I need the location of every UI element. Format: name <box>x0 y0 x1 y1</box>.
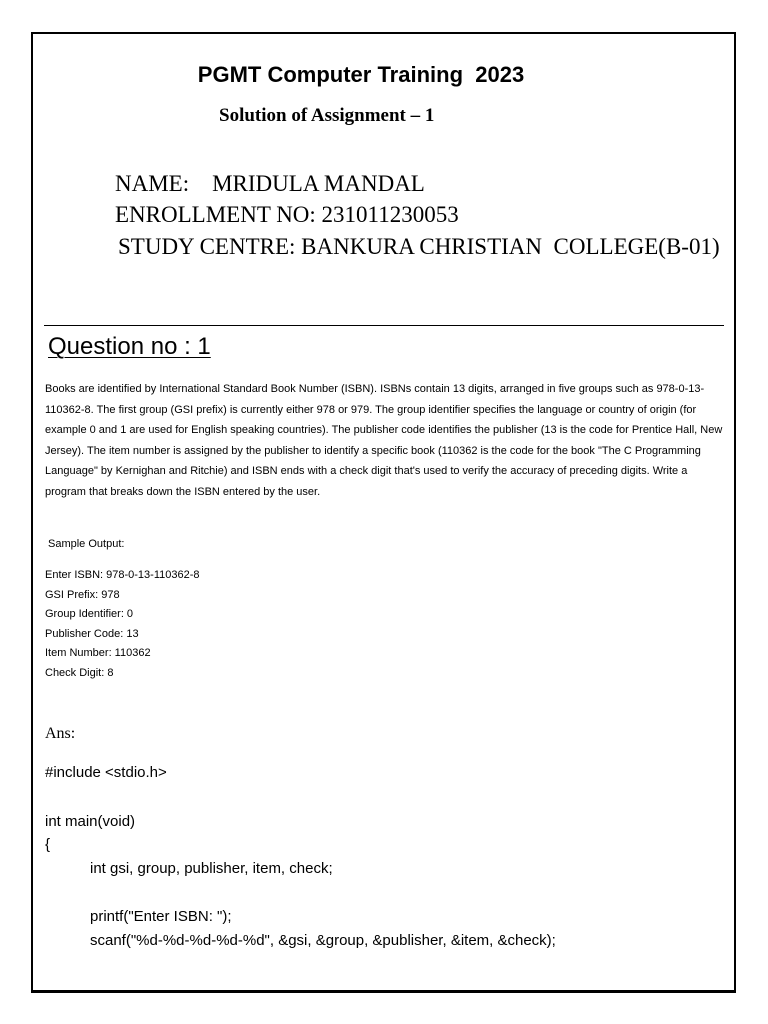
sample-output-line: Publisher Code: 13 <box>45 627 139 640</box>
code-line: #include <stdio.h> <box>45 764 167 781</box>
document-title: PGMT Computer Training 2023 <box>197 62 525 87</box>
sample-output-line: Check Digit: 8 <box>45 666 114 679</box>
study-centre: STUDY CENTRE: BANKURA CHRISTIAN COLLEGE(B-01) <box>118 234 720 259</box>
sample-output-line: Group Identifier: 0 <box>45 608 134 621</box>
student-name: NAME: MRIDULA MANDAL <box>115 171 425 196</box>
sample-output-line: GSI Prefix: 978 <box>45 588 120 601</box>
enrollment-number: ENROLLMENT NO: 231011230053 <box>115 202 459 227</box>
code-line: { <box>45 836 51 853</box>
sample-output-list <box>45 566 200 684</box>
section-divider <box>44 325 724 326</box>
sample-output-label: Sample Output: <box>48 538 125 550</box>
sample-output-line: Enter ISBN: 978-0-13-110362-8 <box>45 569 200 581</box>
sample-output-line: Item Number: 110362 <box>45 647 151 660</box>
question-heading: Question no : 1 <box>48 333 211 360</box>
code-line: int gsi, group, publisher, item, check; <box>90 860 333 877</box>
question-text: Books are identified by International Standard Book Number (ISBN). ISBNs contain 13 digits, arranged in five groups such as 978-0-13-110362-8. The first group (GSI prefix) is currently either 978 or 979. The group identifier specifies the language or country of origin (for example 0 and 1 are used for English speaking countries). The publisher code identifies the publisher (13 is the code for Prentice Hall, New Jersey). The item number is assigned by the publisher to identify a specific book (110362 is the code for the book "The C Programming Language" by Kernighan and Ritchie) and ISBN ends with a check digit that's used to verify the accuracy of preceding digits. Write a program that breaks down the ISBN entered by the user. <box>45 383 723 498</box>
answer-label: Ans: <box>45 725 76 742</box>
code-line: int main(void) <box>45 813 136 830</box>
document-subtitle: Solution of Assignment – 1 <box>219 105 435 126</box>
code-line: printf("Enter ISBN: "); <box>90 908 232 925</box>
code-line: scanf("%d-%d-%d-%d-%d", &gsi, &group, &publisher, &item, &check); <box>90 932 556 949</box>
